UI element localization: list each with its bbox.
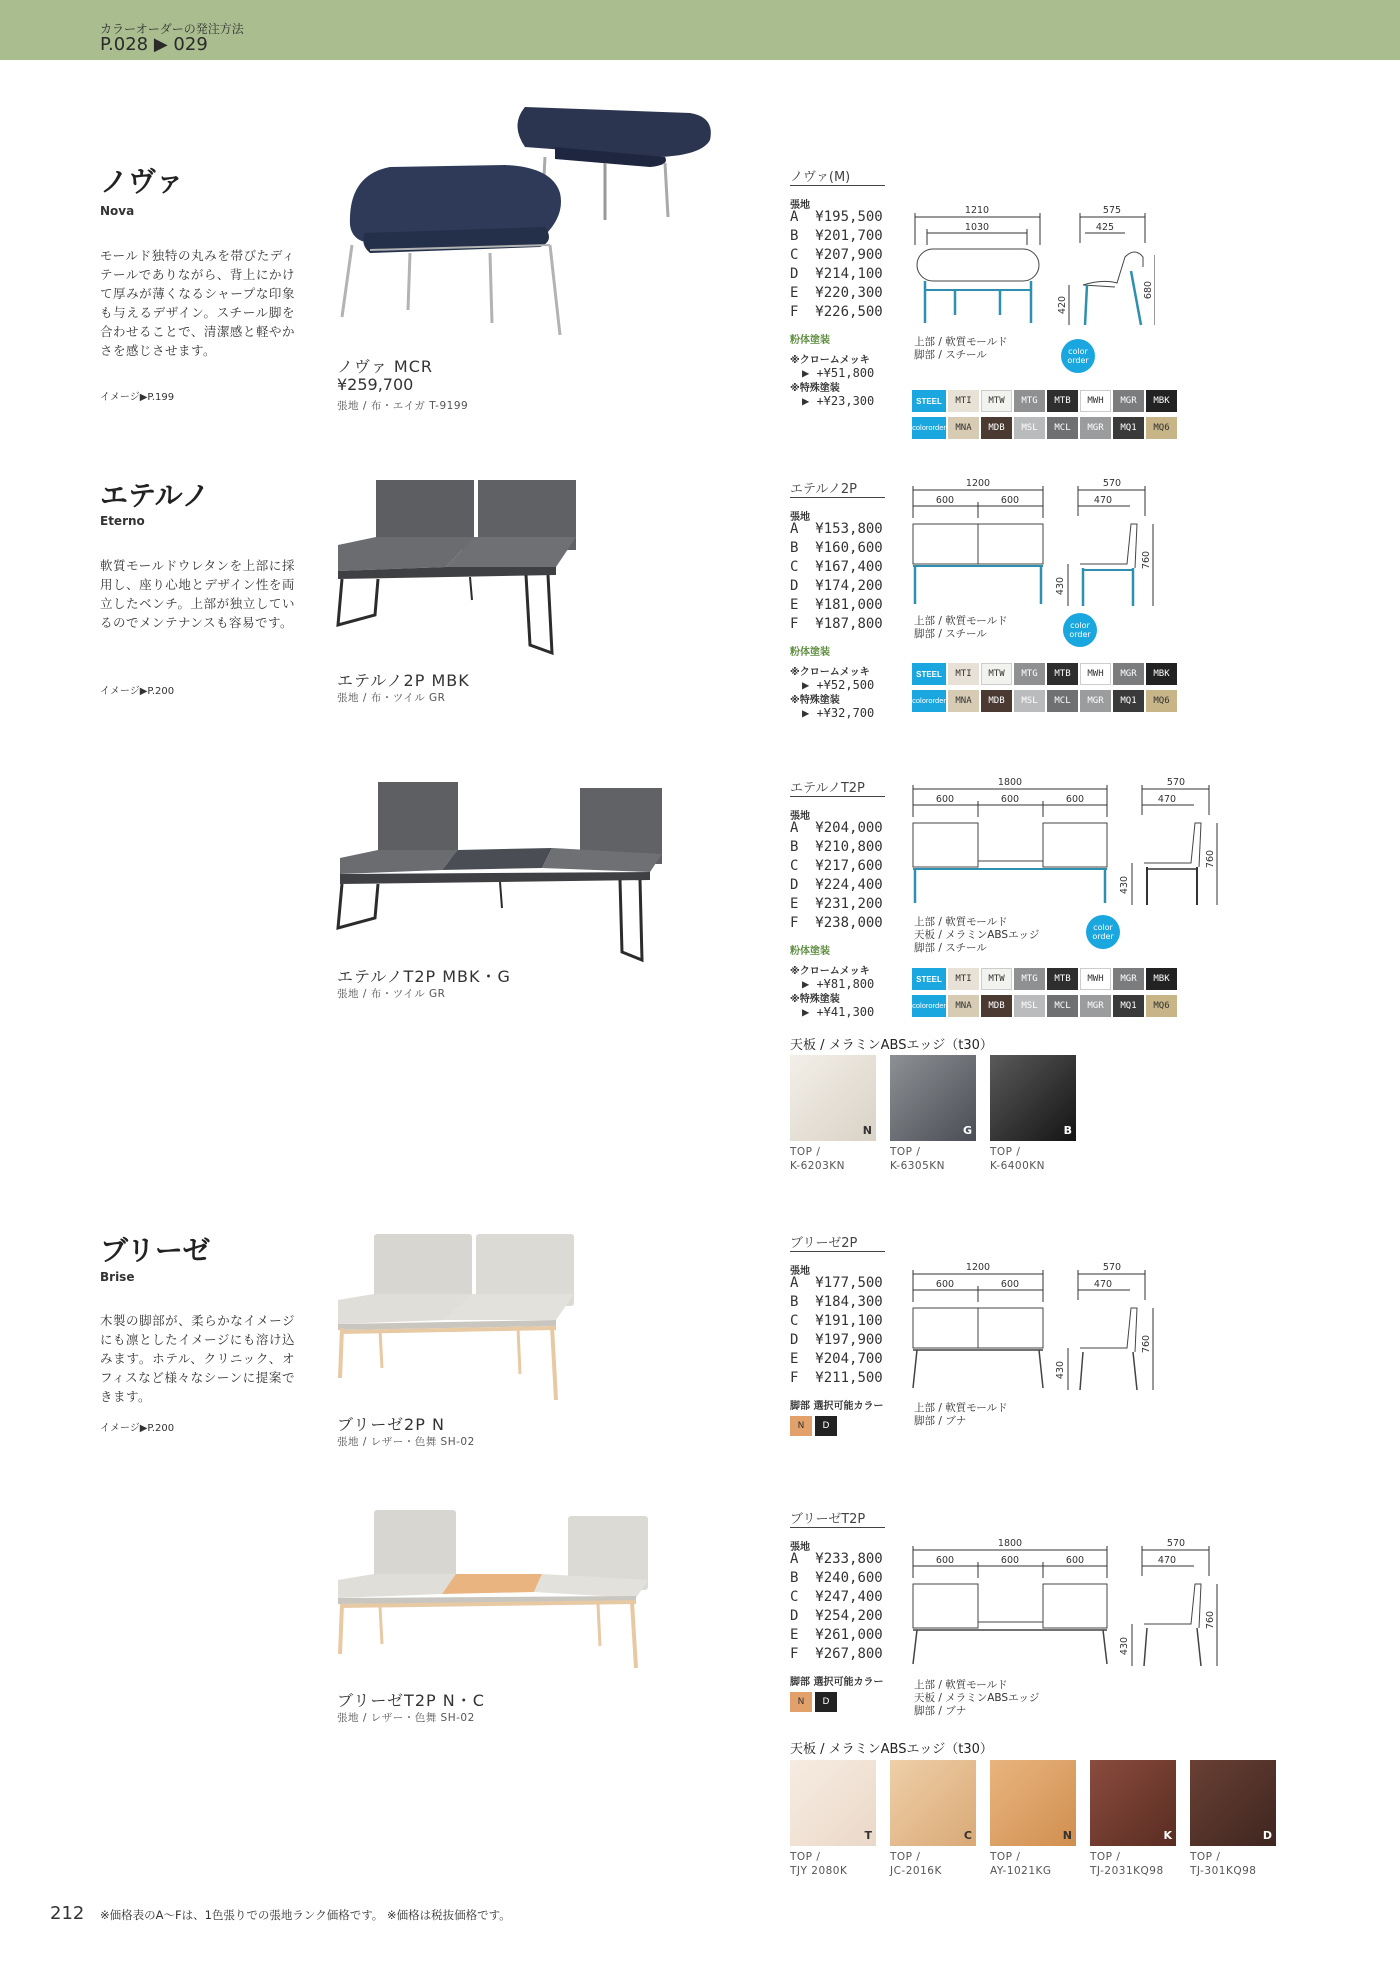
dim-seat-height: 430 [1119,875,1130,895]
swatch-row-color [912,417,1177,439]
special-label: ※特殊塗装 [790,994,840,1005]
leg-swatch[interactable]: D [815,1692,837,1712]
top-swatch-chip: D [1190,1760,1276,1846]
fabric-label: 張地 [790,512,810,523]
model-name-brise2p: ブリーゼ2P [790,1236,858,1251]
fabric-label: 張地 [790,1542,810,1553]
briset2p-dimension-drawing [905,1538,1225,1673]
price-row: F ¥267,800 [790,1646,883,1662]
product-en-brise: Brise [100,1270,135,1284]
chrome-price: ▶ +¥81,800 [802,977,875,991]
swatch-chip[interactable]: MSL [1014,417,1045,439]
top-board-title: 天板 / メラミンABSエッジ（t30） [790,1038,993,1053]
dim-depth: 575 [1102,205,1122,216]
page-number: 212 [50,1903,85,1924]
brise2p-photo [330,1228,610,1408]
swatch-chip[interactable]: MTW [981,390,1012,412]
swatch-chip[interactable]: MWH [1080,663,1111,685]
swatch-chip[interactable]: MGR [1080,690,1111,712]
dim-depth: 570 [1102,478,1122,489]
color-order-badge[interactable]: color order [1063,613,1097,647]
parts-briset2p: 上部 / 軟質モールド 天板 / メラミンABSエッジ 脚部 / ブナ [914,1679,1040,1717]
eterno2p-photo [330,475,610,665]
swatch-chip[interactable]: MTG [1014,663,1045,685]
eterno2p-dimension-drawing [905,478,1155,613]
dim-inner-width: 1030 [964,222,990,233]
dim-seat1: 600 [935,794,955,805]
price-row: B ¥160,600 [790,540,883,556]
special-label: ※特殊塗装 [790,383,840,394]
image-ref-nova[interactable]: イメージ▶P.199 [100,392,175,403]
leg-color-label: 脚部 選択可能カラー [790,1401,884,1412]
top-swatches-eterno [790,1055,1076,1173]
product-title-brise: ブリーゼ [100,1234,211,1267]
product-title-eterno: エテルノ [100,479,210,512]
price-table-briset2p [790,1550,883,1664]
special-label: ※特殊塗装 [790,695,840,706]
price-row: D ¥254,200 [790,1608,883,1624]
top-swatch-item[interactable]: T TOP / TJY 2080K [790,1760,876,1878]
dim-height: 760 [1141,550,1152,570]
swatch-chip[interactable]: MSL [1014,690,1045,712]
swatch-row-steel [912,390,1177,412]
swatch-chip[interactable]: MNA [948,995,979,1017]
product-en-nova: Nova [100,204,135,218]
dim-inner-depth: 470 [1157,794,1177,805]
footer-note: ※価格表のA〜Fは、1色張りでの張地ランク価格です。 ※価格は税抜価格です。 [100,1908,511,1922]
image-ref-brise[interactable]: イメージ▶P.200 [100,1423,175,1434]
top-swatches-brise [790,1760,1276,1878]
price-row: E ¥220,300 [790,285,883,301]
color-order-badge[interactable]: color order [1086,915,1120,949]
price-row: C ¥247,400 [790,1589,883,1605]
price-table-eternot2p [790,819,883,933]
price-row: C ¥217,600 [790,858,883,874]
price-row: C ¥207,900 [790,247,883,263]
swatch-chip[interactable]: MQ1 [1113,417,1144,439]
dim-height: 760 [1205,1610,1216,1630]
swatch-chip[interactable]: MDB [981,417,1012,439]
swatch-block-eternot2p [912,968,1177,1017]
color-order-label: color order [912,690,946,712]
parts-eterno2p: 上部 / 軟質モールド 脚部 / スチール [914,615,1008,640]
product-title-nova: ノヴァ [100,165,184,198]
model-underline [790,497,885,498]
color-order-label: color order [912,995,946,1017]
top-swatch-chip: N [790,1055,876,1141]
product-en-eterno: Eterno [100,514,145,528]
price-row: D ¥174,200 [790,578,883,594]
caption-name-nova: ノヴァ MCR [337,357,434,376]
dim-width: 1800 [997,1538,1023,1549]
briset2p-photo [330,1504,700,1674]
price-row: C ¥191,100 [790,1313,883,1329]
top-swatch-chip: N [990,1760,1076,1846]
image-ref-eterno[interactable]: イメージ▶P.200 [100,686,175,697]
dim-inner-depth: 470 [1157,1555,1177,1566]
price-row: D ¥197,900 [790,1332,883,1348]
caption-name-briset2p: ブリーゼT2P N・C [337,1691,485,1710]
swatch-chip[interactable]: MDB [981,690,1012,712]
swatch-block-eterno2p [912,663,1177,712]
dim-seat3: 600 [1065,794,1085,805]
top-swatch-item[interactable]: G TOP / K-6305KN [890,1055,976,1173]
price-row: F ¥238,000 [790,915,883,931]
swatch-chip[interactable]: MQ1 [1113,690,1144,712]
steel-label: STEEL [912,663,946,685]
fabric-label: 張地 [790,811,810,822]
dim-seat2: 600 [1000,495,1020,506]
parts-nova: 上部 / 軟質モールド 脚部 / スチール [914,336,1008,361]
price-row: A ¥195,500 [790,209,883,225]
eternot2p-dimension-drawing [905,777,1225,912]
color-order-label: color order [912,417,946,439]
product-desc-eterno: 軟質モールドウレタンを上部に採用し、座り心地とデザイン性を両立したベンチ。上部が独立しているのでメンテナンスも容易です。 [100,558,295,630]
top-swatch-chip: T [790,1760,876,1846]
swatch-chip[interactable]: MCL [1047,690,1078,712]
dim-inner-depth: 470 [1093,1279,1113,1290]
model-name-nova: ノヴァ(M) [790,170,851,185]
top-swatch-item[interactable]: D TOP / TJ-301KQ98 [1190,1760,1276,1878]
dim-seat-height: 430 [1055,576,1066,596]
swatch-chip[interactable]: MTI [948,663,979,685]
dim-seat1: 600 [935,495,955,506]
dim-width: 1200 [965,478,991,489]
swatch-chip[interactable]: MBK [1146,968,1177,990]
leg-swatches-brise2p [790,1416,837,1436]
dim-depth: 570 [1166,1538,1186,1549]
chrome-label: ※クロームメッキ [790,966,870,977]
swatch-chip[interactable]: MGR [1080,417,1111,439]
top-board-title: 天板 / メラミンABSエッジ（t30） [790,1742,993,1757]
top-swatch-item[interactable]: K TOP / TJ-2031KQ98 [1090,1760,1176,1878]
price-row: E ¥204,700 [790,1351,883,1367]
header-page-ref[interactable]: P.028 ▶ 029 [100,34,208,55]
powder-coating-label: 粉体塗装 [790,335,830,346]
dim-depth: 570 [1166,777,1186,788]
swatch-chip[interactable]: MCL [1047,417,1078,439]
special-price: ▶ +¥32,700 [802,706,875,720]
price-row: A ¥204,000 [790,820,883,836]
model-underline [790,1251,885,1252]
model-underline [790,1527,885,1528]
nova-photo [330,95,720,355]
swatch-row-steel [912,968,1177,990]
top-swatch-chip: B [990,1055,1076,1141]
price-row: F ¥187,800 [790,616,883,632]
price-row: F ¥211,500 [790,1370,883,1386]
price-row: E ¥261,000 [790,1627,883,1643]
caption-note-eternot2p: 張地 / 布・ツイル GR [337,988,446,1000]
swatch-chip[interactable]: MNA [948,690,979,712]
top-swatch-item[interactable]: B TOP / K-6400KN [990,1055,1076,1173]
swatch-chip[interactable]: MTB [1047,968,1078,990]
swatch-chip[interactable]: MQ6 [1146,417,1177,439]
dim-seat1: 600 [935,1279,955,1290]
dim-height: 760 [1205,849,1216,869]
price-row: C ¥167,400 [790,559,883,575]
top-swatch-item[interactable]: N TOP / AY-1021KG [990,1760,1076,1878]
dim-inner-depth: 470 [1093,495,1113,506]
leg-swatch[interactable]: D [815,1416,837,1436]
dim-seat-height: 420 [1057,295,1068,315]
swatch-chip[interactable]: MGR [1113,663,1144,685]
model-underline [790,796,885,797]
swatch-chip[interactable]: MTI [948,968,979,990]
swatch-chip[interactable]: MCL [1047,995,1078,1017]
swatch-chip[interactable]: MWH [1080,390,1111,412]
leg-color-label: 脚部 選択可能カラー [790,1677,884,1688]
swatch-block-nova [912,390,1177,439]
swatch-chip[interactable]: MWH [1080,968,1111,990]
swatch-chip[interactable]: MBK [1146,663,1177,685]
price-row: E ¥181,000 [790,597,883,613]
dim-seat2: 600 [1000,1279,1020,1290]
swatch-chip[interactable]: MQ1 [1113,995,1144,1017]
price-row: D ¥214,100 [790,266,883,282]
caption-note-nova: 張地 / 布・エイガ T-9199 [337,400,469,412]
model-name-briset2p: ブリーゼT2P [790,1512,866,1527]
leg-swatch[interactable]: N [790,1692,812,1712]
powder-coating-label: 粉体塗装 [790,647,830,658]
price-row: B ¥184,300 [790,1294,883,1310]
caption-name-eternot2p: エテルノT2P MBK・G [337,967,511,986]
swatch-chip[interactable]: MQ6 [1146,995,1177,1017]
caption-price-nova: ¥259,700 [337,375,414,394]
dim-seat2: 600 [1000,1555,1020,1566]
product-desc-brise: 木製の脚部が、柔らかなイメージにも凛としたイメージにも溶け込みます。ホテル、クリニック、オフィスなど様々なシーンに提案できます。 [100,1313,295,1404]
dim-inner-depth: 425 [1095,222,1115,233]
product-desc-nova: モールド独特の丸みを帯びたディテールでありながら、背上にかけて厚みが薄くなるシャープな印象も与えるデザイン。スチール脚を合わせることで、清潔感と軽やかさを感じさせます。 [100,248,295,358]
swatch-chip[interactable]: MTB [1047,390,1078,412]
caption-note-briset2p: 張地 / レザー・色舞 SH-02 [337,1712,475,1724]
caption-name-brise2p: ブリーゼ2P N [337,1415,445,1434]
price-row: F ¥226,500 [790,304,883,320]
swatch-row-color [912,995,1177,1017]
swatch-chip[interactable]: MNA [948,417,979,439]
eternot2p-photo [330,778,700,968]
top-swatch-chip: C [890,1760,976,1846]
special-price: ▶ +¥41,300 [802,1005,875,1019]
swatch-row-color [912,690,1177,712]
nova-dimension-drawing [905,205,1155,335]
swatch-chip[interactable]: MTW [981,968,1012,990]
swatch-chip[interactable]: MTG [1014,968,1045,990]
price-row: B ¥240,600 [790,1570,883,1586]
dim-height: 680 [1143,280,1154,300]
chrome-price: ▶ +¥51,800 [802,366,875,380]
swatch-chip[interactable]: MGR [1113,390,1144,412]
swatch-chip[interactable]: MTI [948,390,979,412]
parts-eternot2p: 上部 / 軟質モールド 天板 / メラミンABSエッジ 脚部 / スチール [914,916,1040,954]
price-row: A ¥177,500 [790,1275,883,1291]
caption-name-eterno2p: エテルノ2P MBK [337,671,470,690]
price-table-nova [790,208,883,322]
model-name-eterno2p: エテルノ2P [790,482,857,497]
price-row: B ¥201,700 [790,228,883,244]
dim-width: 1210 [964,205,990,216]
fabric-label: 張地 [790,1266,810,1277]
swatch-chip[interactable]: MBK [1146,390,1177,412]
swatch-chip[interactable]: MTW [981,663,1012,685]
dim-seat2: 600 [1000,794,1020,805]
leg-swatches-briset2p [790,1692,837,1712]
caption-note-brise2p: 張地 / レザー・色舞 SH-02 [337,1436,475,1448]
dim-seat3: 600 [1065,1555,1085,1566]
powder-coating-label: 粉体塗装 [790,946,830,957]
dim-width: 1200 [965,1262,991,1273]
parts-brise2p: 上部 / 軟質モールド 脚部 / ブナ [914,1402,1008,1427]
dim-width: 1800 [997,777,1023,788]
swatch-chip[interactable]: MTG [1014,390,1045,412]
price-row: E ¥231,200 [790,896,883,912]
steel-label: STEEL [912,968,946,990]
chrome-price: ▶ +¥52,500 [802,678,875,692]
swatch-chip[interactable]: MSL [1014,995,1045,1017]
swatch-chip[interactable]: MGR [1113,968,1144,990]
leg-swatch[interactable]: N [790,1416,812,1436]
price-row: D ¥224,400 [790,877,883,893]
color-order-badge[interactable]: color order [1061,339,1095,373]
brise2p-dimension-drawing [905,1262,1155,1397]
chrome-label: ※クロームメッキ [790,355,870,366]
swatch-chip[interactable]: MDB [981,995,1012,1017]
caption-note-eterno2p: 張地 / 布・ツイル GR [337,692,446,704]
dim-seat-height: 430 [1055,1360,1066,1380]
price-table-brise2p [790,1274,883,1388]
model-underline [790,185,885,186]
header-subtitle: カラーオーダーの発注方法 [100,22,244,36]
price-table-eterno2p [790,520,883,634]
price-row: B ¥210,800 [790,839,883,855]
price-row: A ¥233,800 [790,1551,883,1567]
steel-label: STEEL [912,390,946,412]
swatch-chip[interactable]: MQ6 [1146,690,1177,712]
special-price: ▶ +¥23,300 [802,394,875,408]
top-swatch-chip: K [1090,1760,1176,1846]
top-swatch-item[interactable]: N TOP / K-6203KN [790,1055,876,1173]
model-name-eternot2p: エテルノT2P [790,781,865,796]
dim-seat-height: 430 [1119,1636,1130,1656]
swatch-chip[interactable]: MTB [1047,663,1078,685]
swatch-row-steel [912,663,1177,685]
price-row: A ¥153,800 [790,521,883,537]
dim-depth: 570 [1102,1262,1122,1273]
top-swatch-chip: G [890,1055,976,1141]
fabric-label: 張地 [790,200,810,211]
chrome-label: ※クロームメッキ [790,667,870,678]
dim-seat1: 600 [935,1555,955,1566]
swatch-chip[interactable]: MGR [1080,995,1111,1017]
dim-height: 760 [1141,1334,1152,1354]
top-swatch-item[interactable]: C TOP / JC-2016K [890,1760,976,1878]
